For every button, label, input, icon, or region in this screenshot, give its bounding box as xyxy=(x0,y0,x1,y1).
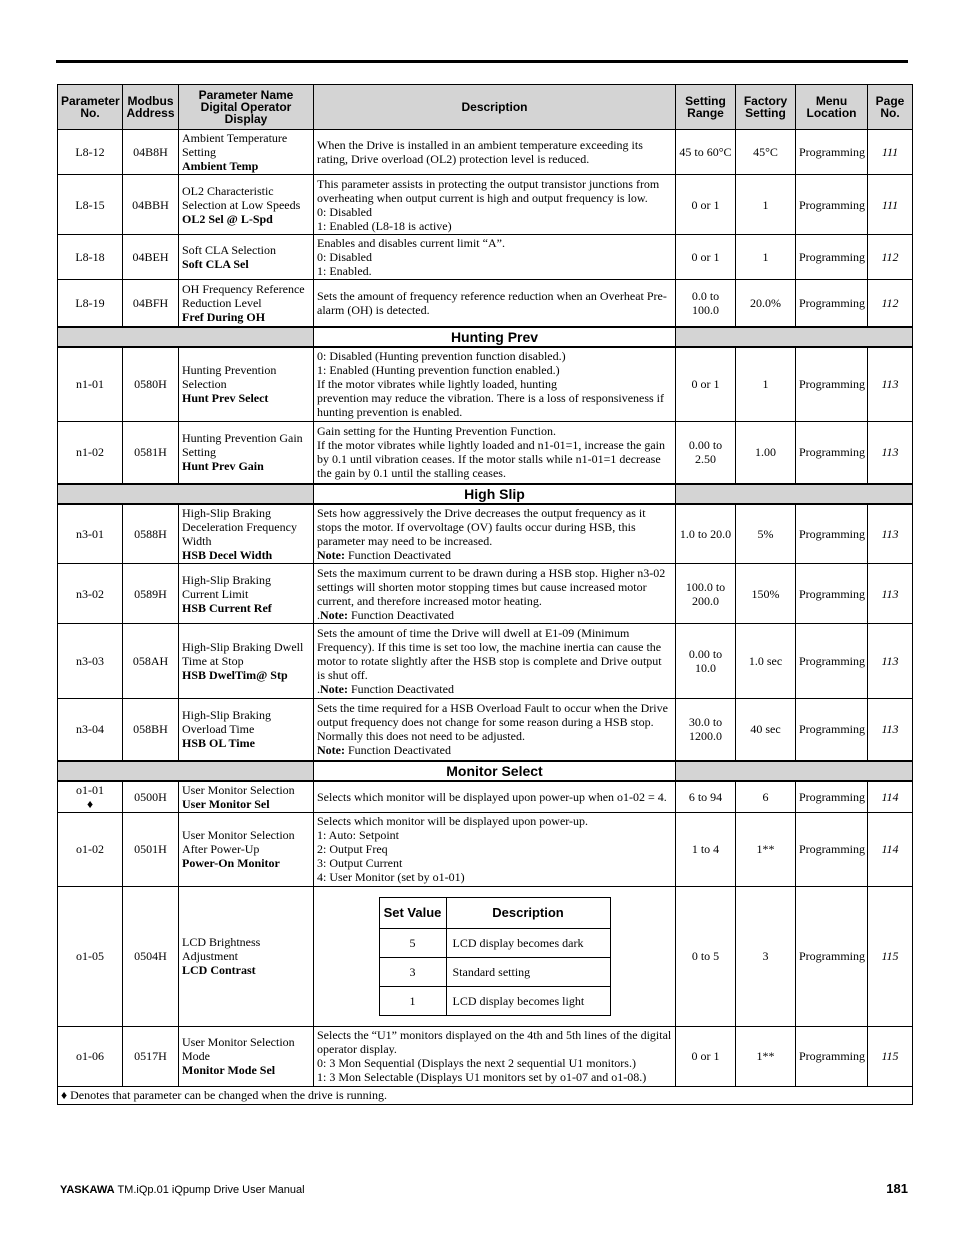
menu-location: Programming xyxy=(796,235,868,280)
modbus-address: 058BH xyxy=(123,699,179,761)
modbus-address: 0501H xyxy=(123,812,179,886)
page-no: 113 xyxy=(868,347,913,422)
table-row xyxy=(58,175,913,235)
description-line: Sets the time required for a HSB Overload Fault to occur when the Drive output frequency does not change for some reason during a HSB stop. Normally this does not need to be adjusted. xyxy=(317,701,668,744)
header-range: Setting Range xyxy=(676,85,736,130)
menu-location: Programming xyxy=(796,175,868,235)
note-line xyxy=(317,608,672,622)
table-row xyxy=(58,130,913,175)
menu-location: Programming xyxy=(796,886,868,1026)
setting-range: 1.0 to 20.0 xyxy=(676,504,736,564)
description xyxy=(314,130,676,175)
note-label: Note: xyxy=(317,547,345,562)
param-name-text: High-Slip Braking Current Limit xyxy=(182,572,271,601)
inner-desc: Standard setting xyxy=(446,957,610,986)
menu-location: Programming xyxy=(796,812,868,886)
section-fill-left xyxy=(58,761,314,781)
description xyxy=(314,781,676,813)
inner-value: 1 xyxy=(379,986,446,1015)
description-line: prevention may reduce the vibration. There is a loss of responsiveness if hunting prevention is enabled. xyxy=(317,391,665,420)
section-fill-left xyxy=(58,327,314,347)
setting-range: 0 to 5 xyxy=(676,886,736,1026)
modbus-address: 04BEH xyxy=(123,235,179,280)
description xyxy=(314,347,676,422)
param-name xyxy=(179,175,314,235)
operator-display: HSB Current Ref xyxy=(182,600,272,615)
top-rule xyxy=(56,60,908,63)
page-no: 115 xyxy=(868,886,913,1026)
footer-manual-title xyxy=(60,1184,305,1196)
description xyxy=(314,886,676,1026)
param-name xyxy=(179,564,314,624)
param-no-text: L8-19 xyxy=(75,295,105,310)
inner-value: 3 xyxy=(379,957,446,986)
factory-setting: 3 xyxy=(736,886,796,1026)
description xyxy=(314,812,676,886)
param-no-text: L8-18 xyxy=(75,250,105,264)
param-no-text: n1-01 xyxy=(76,377,104,392)
operator-display: User Monitor Sel xyxy=(182,796,270,811)
menu-location: Programming xyxy=(796,781,868,813)
description-line: 4: User Monitor (set by o1-01) xyxy=(317,870,465,884)
lcd-contrast-table xyxy=(379,897,611,1016)
param-no xyxy=(58,624,123,699)
header-description: Description xyxy=(314,85,676,130)
section-row xyxy=(58,484,913,504)
param-no xyxy=(58,235,123,280)
menu-location: Programming xyxy=(796,130,868,175)
modbus-address: 0517H xyxy=(123,1026,179,1086)
description-line: This parameter assists in protecting the output transistor junctions from overheating when output current is high and output frequency is low. xyxy=(317,176,660,205)
table-row xyxy=(58,886,913,1026)
inner-desc: LCD display becomes dark xyxy=(446,928,610,957)
factory-setting: 6 xyxy=(736,781,796,813)
footnote-row xyxy=(58,1086,913,1104)
operator-display: Hunt Prev Gain xyxy=(182,459,264,474)
factory-setting: 1** xyxy=(736,812,796,886)
param-name-text: Hunting Prevention Gain Setting xyxy=(182,431,303,460)
param-no-text: n3-02 xyxy=(76,586,104,601)
description xyxy=(314,564,676,624)
modbus-address: 0580H xyxy=(123,347,179,422)
param-no-text: n3-04 xyxy=(76,722,104,737)
page-no: 113 xyxy=(868,624,913,699)
description-line: 1: Enabled. xyxy=(317,264,372,278)
factory-setting: 1** xyxy=(736,1026,796,1086)
param-name-text: User Monitor Selection After Power-Up xyxy=(182,828,295,856)
param-no-text: L8-12 xyxy=(75,145,105,159)
description-line: 0: 3 Mon Sequential (Displays the next 2 sequential U1 monitors.) xyxy=(317,1056,636,1070)
description-line: 1: Enabled (L8-18 is active) xyxy=(317,218,452,233)
description xyxy=(314,175,676,235)
header-row xyxy=(58,85,913,130)
note-label: Note: xyxy=(320,607,348,622)
page-no: 112 xyxy=(868,235,913,280)
menu-location: Programming xyxy=(796,422,868,484)
description-line: Selects which monitor will be displayed upon power-up when o1-02 = 4. xyxy=(317,789,667,804)
factory-setting: 20.0% xyxy=(736,280,796,327)
operator-display: Hunt Prev Select xyxy=(182,391,269,406)
param-no-text: o1-02 xyxy=(76,842,104,856)
description-line: Sets the amount of time the Drive will dwell at E1-09 (Minimum Frequency). If this time is set too low, the machine inertia can cause the motor to rotate slightly after the HSB stop is complete and Drive output is shut off. xyxy=(317,626,662,682)
operator-display: Power-On Monitor xyxy=(182,856,280,870)
footnote: ♦ Denotes that parameter can be changed when the drive is running. xyxy=(58,1086,913,1104)
note-text: Function Deactivated xyxy=(344,743,451,758)
operator-display: OL2 Sel @ L-Spd xyxy=(182,211,273,226)
description-line: 1: Auto: Setpoint xyxy=(317,828,400,842)
factory-setting: 1 xyxy=(736,175,796,235)
factory-setting: 1.00 xyxy=(736,422,796,484)
setting-range: 0.00 to 10.0 xyxy=(676,624,736,699)
param-no-text: o1-06 xyxy=(76,1049,104,1063)
description-line: Gain setting for the Hunting Prevention Function. xyxy=(317,424,556,439)
param-no-text: L8-15 xyxy=(75,197,105,212)
inner-row xyxy=(379,986,610,1015)
param-no-text: o1-01 xyxy=(76,782,104,797)
table-row xyxy=(58,235,913,280)
param-no xyxy=(58,175,123,235)
param-name-text: Soft CLA Selection xyxy=(182,243,276,257)
factory-setting: 1 xyxy=(736,235,796,280)
inner-value: 5 xyxy=(379,928,446,957)
page-no: 113 xyxy=(868,699,913,761)
operator-display: HSB OL Time xyxy=(182,736,255,751)
inner-row xyxy=(379,928,610,957)
description-line: 1: Enabled (Hunting prevention function enabled.) xyxy=(317,363,560,378)
param-name-text: User Monitor Selection Mode xyxy=(182,1035,295,1063)
description xyxy=(314,504,676,564)
operator-display: Monitor Mode Sel xyxy=(182,1063,276,1077)
description xyxy=(314,235,676,280)
param-name-text: High-Slip Braking Overload Time xyxy=(182,708,271,737)
param-no-text: n1-02 xyxy=(76,445,104,460)
param-no-text: n3-01 xyxy=(76,526,104,541)
setting-range: 30.0 to 1200.0 xyxy=(676,699,736,761)
param-name-text: Ambient Temperature Setting xyxy=(182,131,288,159)
footer-manual: TM.iQp.01 iQpump Drive User Manual xyxy=(114,1184,305,1196)
operator-display: LCD Contrast xyxy=(182,963,256,977)
note-text: Function Deactivated xyxy=(347,607,454,622)
param-no xyxy=(58,564,123,624)
description xyxy=(314,699,676,761)
param-no-text: n3-03 xyxy=(76,654,104,668)
modbus-address: 0581H xyxy=(123,422,179,484)
param-no xyxy=(58,280,123,327)
description-line: 0: Disabled xyxy=(317,250,372,264)
section-title: Monitor Select xyxy=(314,761,676,781)
section-fill-right xyxy=(676,484,913,504)
note-line xyxy=(317,743,672,757)
param-no xyxy=(58,886,123,1026)
operator-display: Fref During OH xyxy=(182,309,266,324)
note-label: Note: xyxy=(317,743,345,758)
page-no: 111 xyxy=(868,130,913,175)
operator-display: Soft CLA Sel xyxy=(182,257,249,271)
operator-display: HSB DwelTim@ Stp xyxy=(182,668,288,682)
menu-location: Programming xyxy=(796,1026,868,1086)
section-row xyxy=(58,761,913,781)
modbus-address: 04BBH xyxy=(123,175,179,235)
inner-row xyxy=(379,957,610,986)
param-name xyxy=(179,812,314,886)
menu-location: Programming xyxy=(796,347,868,422)
setting-range: 45 to 60°C xyxy=(676,130,736,175)
page-no: 113 xyxy=(868,422,913,484)
section-row xyxy=(58,327,913,347)
param-no xyxy=(58,504,123,564)
table-row xyxy=(58,624,913,699)
table-row xyxy=(58,422,913,484)
menu-location: Programming xyxy=(796,504,868,564)
setting-range: 6 to 94 xyxy=(676,781,736,813)
description-line: If the motor vibrates while lightly loaded, hunting xyxy=(317,377,557,392)
modbus-address: 0504H xyxy=(123,886,179,1026)
description-line: 2: Output Freq xyxy=(317,842,388,856)
setting-range: 0 or 1 xyxy=(676,175,736,235)
param-name xyxy=(179,886,314,1026)
modbus-address: 0588H xyxy=(123,504,179,564)
param-no-text: o1-05 xyxy=(76,949,104,963)
setting-range: 0.0 to 100.0 xyxy=(676,280,736,327)
modbus-address: 04BFH xyxy=(123,280,179,327)
header-name: Parameter Name Digital Operator Display xyxy=(179,85,314,130)
param-name xyxy=(179,504,314,564)
description-line: 0: Disabled xyxy=(317,204,372,219)
page-no: 114 xyxy=(868,812,913,886)
param-name xyxy=(179,235,314,280)
description-line: Selects which monitor will be displayed upon power-up. xyxy=(317,814,589,828)
section-title: High Slip xyxy=(314,484,676,504)
param-no xyxy=(58,130,123,175)
page-no: 113 xyxy=(868,504,913,564)
description-line: When the Drive is installed in an ambient temperature exceeding its rating, Drive overload (OL2) protection level is reduced. xyxy=(317,138,643,166)
note-prefix: . xyxy=(317,607,320,622)
note-prefix: . xyxy=(317,682,320,696)
modbus-address: 0589H xyxy=(123,564,179,624)
param-name-text: User Monitor Selection xyxy=(182,782,295,797)
modbus-address: 0500H xyxy=(123,781,179,813)
section-fill-left xyxy=(58,484,314,504)
description-line: 1: 3 Mon Selectable (Displays U1 monitors set by o1-07 and o1-08.) xyxy=(317,1070,647,1084)
param-name-text: OL2 Characteristic Selection at Low Speeds xyxy=(182,183,301,212)
param-name xyxy=(179,422,314,484)
factory-setting: 5% xyxy=(736,504,796,564)
run-change-icon: ♦ xyxy=(86,796,94,811)
param-name-text: Hunting Prevention Selection xyxy=(182,363,277,392)
table-row xyxy=(58,1026,913,1086)
header-factory: Factory Setting xyxy=(736,85,796,130)
param-name-text: High-Slip Braking Dwell Time at Stop xyxy=(182,640,304,668)
table-row xyxy=(58,347,913,422)
factory-setting: 150% xyxy=(736,564,796,624)
modbus-address: 058AH xyxy=(123,624,179,699)
param-no xyxy=(58,699,123,761)
section-title: Hunting Prev xyxy=(314,327,676,347)
setting-range: 0 or 1 xyxy=(676,235,736,280)
setting-range: 0 or 1 xyxy=(676,1026,736,1086)
description-line: If the motor vibrates while lightly loaded and n1-01=1, increase the gain by 0.1 until vibration ceases. If the motor stalls while n1-01=1 decrease the gain by 0.1 until the stalling ceases. xyxy=(317,438,665,481)
page-no: 113 xyxy=(868,564,913,624)
param-name xyxy=(179,699,314,761)
header-param-no: Parameter No. xyxy=(58,85,123,130)
header-page: Page No. xyxy=(868,85,913,130)
menu-location: Programming xyxy=(796,564,868,624)
table-row xyxy=(58,781,913,813)
description xyxy=(314,624,676,699)
note-text: Function Deactivated xyxy=(344,547,451,562)
page-no: 115 xyxy=(868,1026,913,1086)
description-line: 3: Output Current xyxy=(317,856,403,870)
header-menu: Menu Location xyxy=(796,85,868,130)
note-line xyxy=(317,682,672,696)
table-row xyxy=(58,699,913,761)
description-line: Sets how aggressively the Drive decreases the output frequency as it stops the motor. If overvoltage (OV) faults occur during HSB, this parameter may need to be increased. xyxy=(317,505,646,548)
description-line: Sets the maximum current to be drawn during a HSB stop. Higher n3-02 settings will shorten motor stopping times but cause increased motor current, and therefore increased motor heating. xyxy=(317,565,666,608)
menu-location: Programming xyxy=(796,624,868,699)
table-row xyxy=(58,504,913,564)
factory-setting: 1 xyxy=(736,347,796,422)
param-no xyxy=(58,1026,123,1086)
param-no xyxy=(58,812,123,886)
param-name xyxy=(179,130,314,175)
section-fill-right xyxy=(676,327,913,347)
description xyxy=(314,280,676,327)
param-name xyxy=(179,624,314,699)
inner-header-desc: Description xyxy=(446,897,610,928)
operator-display: Ambient Temp xyxy=(182,159,259,173)
factory-setting: 45°C xyxy=(736,130,796,175)
param-name xyxy=(179,1026,314,1086)
factory-setting: 1.0 sec xyxy=(736,624,796,699)
factory-setting: 40 sec xyxy=(736,699,796,761)
menu-location: Programming xyxy=(796,280,868,327)
param-name xyxy=(179,280,314,327)
note-line xyxy=(317,548,672,562)
footer-brand: YASKAWA xyxy=(60,1184,115,1196)
section-fill-right xyxy=(676,761,913,781)
table-row xyxy=(58,280,913,327)
table-row xyxy=(58,564,913,624)
param-name xyxy=(179,347,314,422)
modbus-address: 04B8H xyxy=(123,130,179,175)
header-modbus: Modbus Address xyxy=(123,85,179,130)
note-text: Function Deactivated xyxy=(347,682,454,696)
setting-range: 1 to 4 xyxy=(676,812,736,886)
operator-display: HSB Decel Width xyxy=(182,547,273,562)
param-name xyxy=(179,781,314,813)
param-name-text: LCD Brightness Adjustment xyxy=(182,935,261,963)
param-name-text: High-Slip Braking Deceleration Frequency Width xyxy=(182,505,297,548)
page-no: 111 xyxy=(868,175,913,235)
description xyxy=(314,1026,676,1086)
page-no: 114 xyxy=(868,781,913,813)
parameter-table xyxy=(57,84,913,1105)
page-no: 112 xyxy=(868,280,913,327)
param-no xyxy=(58,781,123,813)
description-line: 0: Disabled (Hunting prevention function disabled.) xyxy=(317,349,566,364)
param-no xyxy=(58,347,123,422)
param-name-text: OH Frequency Reference Reduction Level xyxy=(182,281,305,310)
table-row xyxy=(58,812,913,886)
description-line: Sets the amount of frequency reference reduction when an Overheat Pre-alarm (OH) is detected. xyxy=(317,288,667,317)
setting-range: 100.0 to 200.0 xyxy=(676,564,736,624)
inner-header-value: Set Value xyxy=(379,897,446,928)
inner-desc: LCD display becomes light xyxy=(446,986,610,1015)
menu-location: Programming xyxy=(796,699,868,761)
param-no xyxy=(58,422,123,484)
setting-range: 0.00 to 2.50 xyxy=(676,422,736,484)
footer-page-number: 181 xyxy=(886,1181,908,1196)
note-label: Note: xyxy=(320,682,348,696)
description-line: Selects the “U1” monitors displayed on the 4th and 5th lines of the digital operator display. xyxy=(317,1028,672,1056)
description xyxy=(314,422,676,484)
setting-range: 0 or 1 xyxy=(676,347,736,422)
inner-header-row xyxy=(379,897,610,928)
description-line: Enables and disables current limit “A”. xyxy=(317,236,505,250)
